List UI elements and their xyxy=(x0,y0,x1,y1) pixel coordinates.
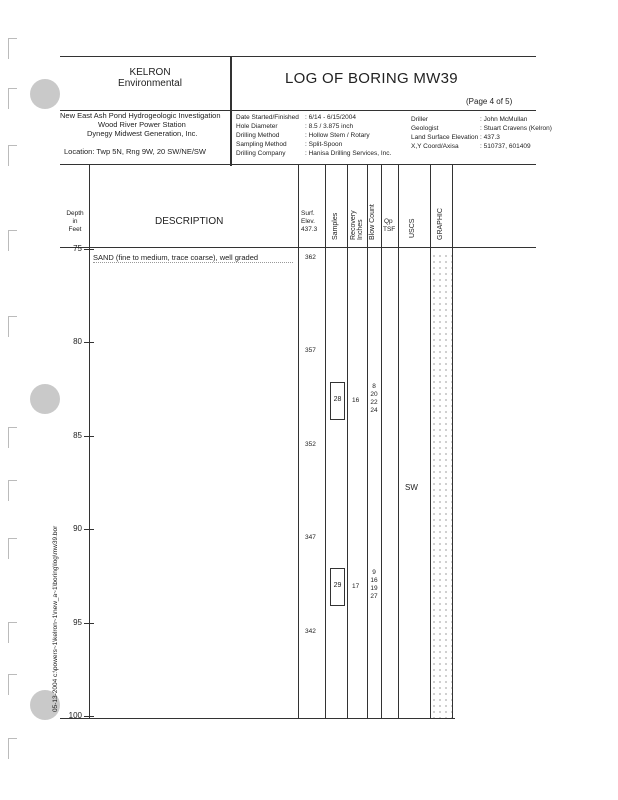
margin-mark xyxy=(8,622,17,643)
drill-label: Geologist xyxy=(411,125,439,132)
col-line xyxy=(452,164,453,719)
margin-mark xyxy=(8,480,17,501)
uscs-header: USCS xyxy=(409,218,416,238)
binder-hole xyxy=(30,384,60,414)
depth-tick xyxy=(84,436,94,437)
sample-box xyxy=(330,382,345,420)
margin-mark xyxy=(8,88,17,109)
recovery-value: 17 xyxy=(352,583,360,590)
drill-label: Hole Diameter xyxy=(236,123,278,130)
page-number: (Page 4 of 5) xyxy=(466,97,513,106)
depth-tick-label: 100 xyxy=(68,711,82,720)
graphic-header: GRAPHIC xyxy=(437,208,444,240)
sample-box xyxy=(330,568,345,606)
margin-mark xyxy=(8,427,17,448)
binder-hole xyxy=(30,79,60,109)
margin-mark xyxy=(8,674,17,695)
depth-tick-label: 75 xyxy=(73,244,82,253)
blow-count: 20 xyxy=(370,391,378,398)
depth-tick-label: 90 xyxy=(73,524,82,533)
description-underline xyxy=(93,262,293,263)
depth-header: Depth xyxy=(66,210,84,217)
depth-tick xyxy=(84,249,94,250)
soil-description: SAND (fine to medium, trace coarse), well graded xyxy=(93,253,259,262)
drill-value: : 510737, 601409 xyxy=(480,143,531,150)
drill-value: : Hanisa Drilling Services, Inc. xyxy=(305,150,392,157)
elev-tick-label: 362 xyxy=(305,254,316,261)
depth-tick xyxy=(84,716,94,717)
blow-count: 19 xyxy=(370,585,378,592)
drill-value: : Stuart Cravens (Kelron) xyxy=(480,125,552,132)
project-location: Location: Twp 5N, Rng 9W, 20 SW/NE/SW xyxy=(64,147,207,156)
drill-value: : John McMullan xyxy=(480,116,528,123)
qp-header: TSF xyxy=(383,226,396,233)
blow-count: 27 xyxy=(370,593,378,600)
drill-value: : Hollow Stem / Rotary xyxy=(305,132,370,139)
samples-header: Samples xyxy=(332,212,339,240)
blow-header: Blow Count xyxy=(369,204,376,240)
drill-label: Drilling Method xyxy=(236,132,280,139)
project-site: Wood River Power Station xyxy=(98,120,186,129)
col-line xyxy=(325,164,326,719)
project-name: New East Ash Pond Hydrogeologic Investigation xyxy=(60,111,221,120)
elev-header: Surf. xyxy=(301,210,315,217)
elev-header: Elev. xyxy=(301,218,315,225)
margin-mark xyxy=(8,316,17,337)
col-line xyxy=(89,164,90,719)
depth-header: Feet xyxy=(68,226,82,233)
depth-tick-label: 85 xyxy=(73,431,82,440)
margin-mark xyxy=(8,38,17,59)
qp-header: Qp xyxy=(384,218,393,225)
recovery-header: Recovery Inches xyxy=(350,210,364,240)
depth-tick-label: 95 xyxy=(73,618,82,627)
col-line xyxy=(298,164,299,719)
margin-mark xyxy=(8,145,17,166)
blow-count: 24 xyxy=(370,407,378,414)
drill-label: Date Started/Finished xyxy=(236,114,299,121)
company-name: KELRON xyxy=(129,67,171,78)
drill-label: Land Surface Elevation xyxy=(411,134,479,141)
drill-value: : 6/14 - 6/15/2004 xyxy=(305,114,356,121)
blow-count: 22 xyxy=(370,399,378,406)
drill-value: : 8.5 / 3.875 inch xyxy=(305,123,354,130)
uscs-label: SW xyxy=(405,483,418,492)
margin-mark xyxy=(8,230,17,251)
file-path-text: 05-13-2004 c:\powers~1\kelron~1\new_a~1\boring\log\mw39.bor xyxy=(52,525,59,712)
elev-header: 437.3 xyxy=(301,226,318,233)
blow-count: 9 xyxy=(372,569,376,576)
elev-tick-label: 342 xyxy=(305,628,316,635)
blow-count: 8 xyxy=(372,383,376,390)
margin-mark xyxy=(8,738,17,759)
blow-count: 16 xyxy=(370,577,378,584)
sand-graphic-pattern xyxy=(431,253,452,718)
drill-label: Drilling Company xyxy=(236,150,286,157)
recovery-value: 16 xyxy=(352,397,360,404)
col-line xyxy=(367,164,368,719)
log-bottom-line xyxy=(60,718,455,719)
depth-tick-label: 80 xyxy=(73,337,82,346)
sample-number: 28 xyxy=(333,396,342,403)
company-subtitle: Environmental xyxy=(118,78,182,89)
page-title: LOG OF BORING MW39 xyxy=(285,70,458,87)
depth-tick xyxy=(84,529,94,530)
depth-tick xyxy=(84,342,94,343)
drill-value: : Split-Spoon xyxy=(305,141,343,148)
drill-label: Driller xyxy=(411,116,428,123)
col-line xyxy=(381,164,382,719)
sample-number: 29 xyxy=(333,582,342,589)
depth-header: in xyxy=(72,218,78,225)
elev-tick-label: 357 xyxy=(305,347,316,354)
header-divider xyxy=(230,56,232,166)
col-line xyxy=(398,164,399,719)
depth-tick xyxy=(84,623,94,624)
elev-tick-label: 347 xyxy=(305,534,316,541)
col-line xyxy=(347,164,348,719)
margin-mark xyxy=(8,538,17,559)
drill-label: Sampling Method xyxy=(236,141,287,148)
drill-label: X,Y Coord/Axisa xyxy=(411,143,459,150)
description-header: DESCRIPTION xyxy=(155,216,224,227)
project-client: Dynegy Midwest Generation, Inc. xyxy=(87,129,198,138)
elev-tick-label: 352 xyxy=(305,441,316,448)
drill-value: : 437.3 xyxy=(480,134,500,141)
